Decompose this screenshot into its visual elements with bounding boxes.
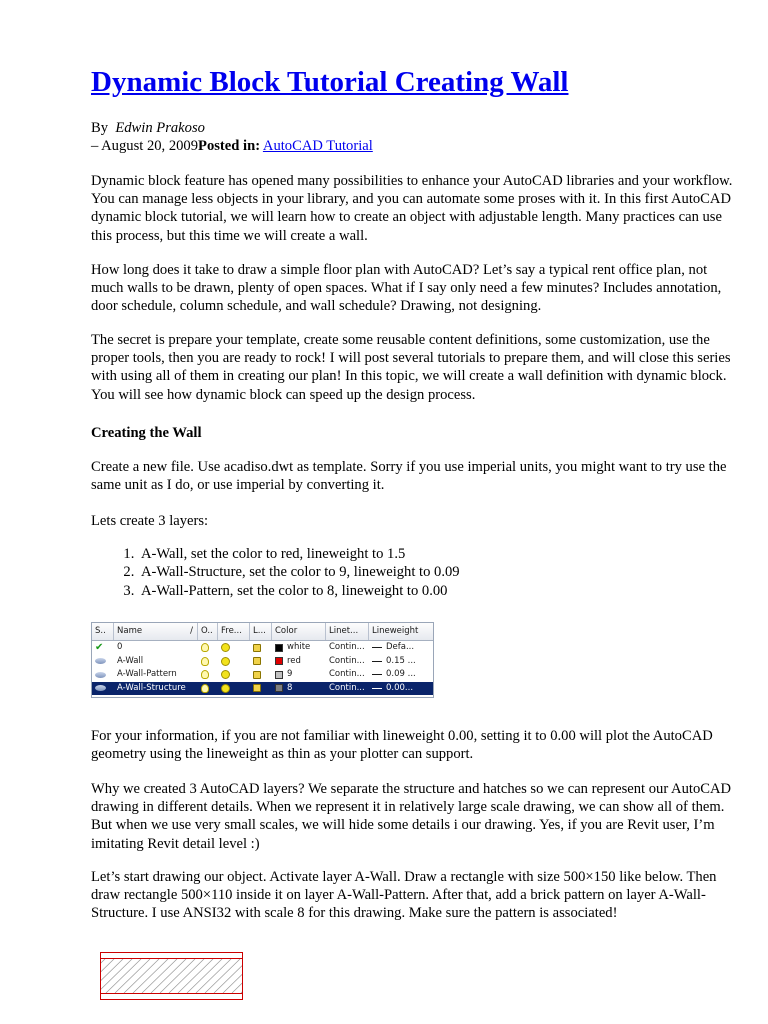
lock-icon [253,644,261,652]
layer-color-cell[interactable] [272,668,326,682]
layer-freeze-cell[interactable] [218,668,250,682]
layer-icon [95,658,106,664]
info-paragraph: For your information, if you are not familiar with lineweight 0.00, setting it to 0.00 will plot the AutoCAD geometry using the lineweight as thin as your plotter can support. [91,728,713,763]
color-name: 9 [287,669,293,679]
table-row[interactable] [92,668,433,682]
current-layer-check-icon: ✔ [95,642,104,653]
lineweight-line-icon [372,688,382,689]
page-title[interactable]: Dynamic Block Tutorial Creating Wall [91,66,569,98]
table-row[interactable] [92,641,433,655]
col-linetype-header[interactable]: Linet... [326,623,369,640]
layer-status-cell[interactable] [92,682,114,696]
intro-paragraph-2: How long does it take to draw a simple floor plan with AutoCAD? Let’s say a typical rent office plan, not much walls to be drawn, plenty of open spaces. What if I say only need a few minutes? Includes annotation, door schedule, column schedule, and wall schedule? Drawing, not designing. [91,262,722,315]
layer-linetype-cell[interactable]: Contin... [329,642,365,652]
lineweight-line-icon [372,674,382,675]
sun-icon [221,643,230,652]
col-color-header[interactable]: Color [272,623,326,640]
color-swatch [275,671,283,679]
layer-color-cell[interactable] [272,682,326,696]
layer-lock-cell[interactable] [250,641,272,655]
layer-freeze-cell[interactable] [218,655,250,669]
layer-status-cell[interactable] [92,655,114,669]
color-swatch [275,657,283,665]
sun-icon [221,684,230,693]
layer-status-cell[interactable] [92,641,114,655]
col-name-header[interactable] [114,623,198,640]
layer-lock-cell[interactable] [250,655,272,669]
lineweight-value: 0.09 ... [386,669,416,679]
col-lock-header[interactable]: L... [250,623,272,640]
lightbulb-icon [201,643,209,652]
lightbulb-icon [201,684,209,693]
col-status-header[interactable]: S.. [92,623,114,640]
layer-status-cell[interactable] [92,668,114,682]
intro-paragraph-1: Dynamic block feature has opened many possibilities to enhance your AutoCAD libraries and your workflow. You can manage less objects in your library, and you can automate some proses with it. In this first AutoCAD dynamic block tutorial, we will learn how to create an object with adjustable length. Many practices can use this process, but this time we will create a wall. [91,173,733,244]
layer-linetype-cell[interactable]: Contin... [329,682,365,693]
col-name-label: Name [117,626,143,636]
why-layers-paragraph: Why we created 3 AutoCAD layers? We separate the structure and hatches so we can represent our AutoCAD drawing in different details. When we represent it in relatively large scale drawing, we can show all of them. But when we use very small scales, we will hide some details i our drawing. Yes, if you are Revit user, I’m imitating Revit detail level :) [91,781,732,852]
sun-icon [221,670,230,679]
layer-on-cell[interactable] [198,682,218,696]
layer-name-cell[interactable]: A-Wall-Structure [117,682,186,693]
byline-by: By [91,120,109,136]
layer-lineweight-cell[interactable] [369,655,433,669]
lock-icon [253,671,261,679]
color-name: 8 [287,682,293,693]
section-heading: Creating the Wall [91,425,202,441]
layer-lineweight-cell[interactable] [369,682,433,696]
list-item: 3. A-Wall-Pattern, set the color to 8, lineweight to 0.00 [138,582,460,600]
section-paragraph-2: Lets create 3 layers: [91,513,209,529]
lineweight-value: 0.15 ... [386,655,416,666]
layer-manager-table [91,622,434,698]
sun-icon [221,657,230,666]
table-header [92,623,433,641]
layer-on-cell[interactable] [198,668,218,682]
wall-drawing [100,952,243,1000]
intro-paragraph-3: The secret is prepare your template, create some reusable content definitions, some customization, use the proper tools, then you are ready to rock! I will post several tutorials to prepare them, and will close this series with using all of them in creating our plan! In this topic, we will create a wall definition with dynamic block. You will see how dynamic block can speed up the design process. [91,332,731,403]
layer-linetype-cell[interactable]: Contin... [329,655,365,666]
byline [91,119,373,155]
layer-lineweight-cell[interactable] [369,641,433,655]
layer-lineweight-cell[interactable] [369,668,433,682]
layer-list [91,545,460,600]
list-item: 2. A-Wall-Structure, set the color to 9, lineweight to 0.09 [138,563,460,581]
lock-icon [253,684,261,692]
layer-lock-cell[interactable] [250,682,272,696]
col-freeze-header[interactable]: Fre... [218,623,250,640]
sort-icon: / [190,626,193,636]
color-swatch [275,644,283,652]
lightbulb-icon [201,670,209,679]
layer-linetype-cell[interactable]: Contin... [329,669,365,679]
post-date: – August 20, 2009 [91,138,199,154]
color-name: white [287,642,311,652]
lock-icon [253,657,261,665]
category-link[interactable]: AutoCAD Tutorial [262,138,373,154]
lineweight-value: 0.00... [386,682,414,693]
layer-on-cell[interactable] [198,641,218,655]
layer-name-cell[interactable]: 0 [117,642,123,652]
col-lineweight-header[interactable]: Lineweight [372,626,419,636]
color-name: red [287,655,301,666]
lineweight-line-icon [372,647,382,648]
layer-freeze-cell[interactable] [218,682,250,696]
col-on-header[interactable]: O.. [198,623,218,640]
list-item: 1. A-Wall, set the color to red, lineweight to 1.5 [138,545,460,563]
table-row[interactable] [92,682,433,696]
author-name: Edwin Prakoso [115,120,205,136]
layer-icon [95,685,106,691]
lineweight-line-icon [372,661,382,662]
color-swatch [275,684,283,692]
layer-icon [95,672,106,678]
layer-name-cell[interactable]: A-Wall-Pattern [117,669,177,679]
drawing-instructions-paragraph: Let’s start drawing our object. Activate layer A-Wall. Draw a rectangle with size 500×150 like below. Then draw rectangle 500×110 inside it on layer A-Wall-Pattern. After that, add a brick pattern on layer A-Wall-Structure. I use ANSI32 with scale 8 for this drawing. Make sure the pattern is associated! [91,869,717,922]
layer-lock-cell[interactable] [250,668,272,682]
lightbulb-icon [201,657,209,666]
layer-color-cell[interactable] [272,655,326,669]
layer-on-cell[interactable] [198,655,218,669]
section-paragraph-1: Create a new file. Use acadiso.dwt as template. Sorry if you use imperial units, you might want to try use the same unit as I do, or use imperial by converting it. [91,459,727,494]
table-row[interactable] [92,655,433,669]
layer-color-cell[interactable] [272,641,326,655]
posted-in-label: Posted in: [198,138,261,154]
layer-name-cell[interactable]: A-Wall [117,655,144,666]
lineweight-value: Defa... [386,642,415,652]
table-body [92,641,433,695]
layer-freeze-cell[interactable] [218,641,250,655]
